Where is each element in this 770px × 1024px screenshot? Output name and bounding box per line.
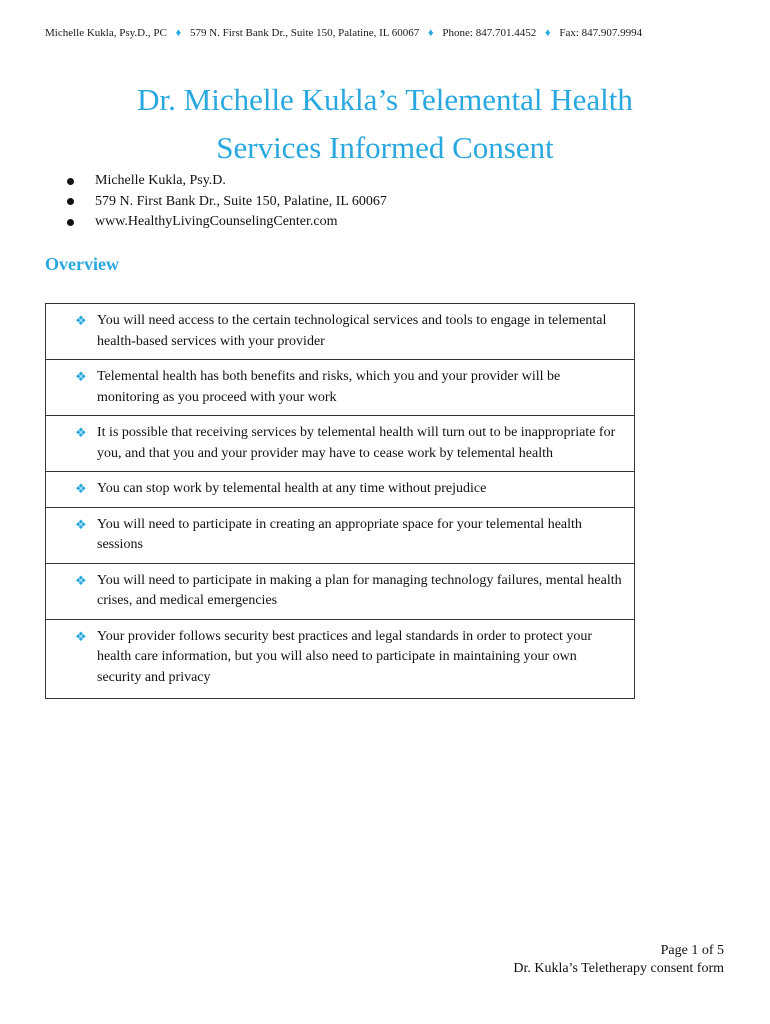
overview-item-text: You will need access to the certain technological services and tools to engage in telemental health-based services with your provider — [97, 313, 607, 349]
diamond-icon: ♦ — [175, 27, 182, 39]
page-header — [45, 27, 730, 39]
four-diamond-icon: ❖ — [75, 573, 87, 589]
table-cell — [46, 619, 635, 699]
header-phone: Phone: 847.701.4452 — [442, 27, 537, 39]
overview-item-text: It is possible that receiving services by telemental health will turn out to be inappropriate for you, and that you and your provider may have to cease work by telemental health — [97, 425, 616, 461]
contact-item — [62, 171, 387, 192]
four-diamond-icon: ❖ — [75, 517, 87, 533]
form-name: Dr. Kukla’s Teletherapy consent form — [513, 961, 724, 976]
overview-heading: Overview — [45, 254, 119, 274]
table-cell — [46, 563, 635, 619]
document-title — [0, 76, 770, 172]
title-line-1: Dr. Michelle Kukla’s Telemental Health — [137, 82, 633, 117]
contact-item — [62, 212, 387, 233]
contact-address: 579 N. First Bank Dr., Suite 150, Palatine, IL 60067 — [95, 193, 387, 209]
page-footer — [513, 942, 724, 978]
bullet-icon — [67, 198, 74, 205]
contact-item — [62, 192, 387, 213]
title-line-2: Services Informed Consent — [216, 130, 554, 165]
table-cell — [46, 360, 635, 416]
diamond-icon: ♦ — [544, 27, 551, 39]
table-row — [46, 304, 635, 360]
table-row — [46, 360, 635, 416]
four-diamond-icon: ❖ — [75, 370, 87, 385]
bullet-icon — [67, 178, 74, 185]
contact-website: www.HealthyLivingCounselingCenter.com — [95, 214, 338, 229]
header-address: 579 N. First Bank Dr., Suite 150, Palatine, IL 60067 — [189, 27, 420, 39]
table-row — [46, 507, 635, 563]
header-name: Michelle Kukla, Psy.D., PC — [45, 27, 167, 39]
table-row — [46, 619, 635, 699]
bullet-icon — [67, 219, 74, 226]
table-cell — [46, 507, 635, 563]
overview-item-text: You will need to participate in making a plan for managing technology failures, mental health crises, and medical emergencies — [97, 572, 622, 608]
overview-table — [45, 303, 635, 699]
four-diamond-icon: ❖ — [75, 629, 87, 645]
four-diamond-icon: ❖ — [75, 314, 87, 329]
diamond-icon: ♦ — [428, 27, 434, 39]
table-cell — [46, 472, 635, 508]
table-row — [46, 563, 635, 619]
overview-item-text: Your provider follows security best practices and legal standards in order to protect your health care information, but you will also need to participate in maintaining your own security and privacy — [97, 628, 593, 685]
contact-name: Michelle Kukla, Psy.D. — [95, 173, 226, 188]
table-cell — [46, 416, 635, 472]
contact-list — [62, 171, 387, 233]
table-row — [46, 472, 635, 508]
overview-item-text: You can stop work by telemental health at any time without prejudice — [97, 481, 487, 496]
four-diamond-icon: ❖ — [75, 482, 87, 497]
page-number: Page 1 of 5 — [660, 943, 724, 958]
four-diamond-icon: ❖ — [75, 426, 87, 441]
header-fax: Fax: 847.907.9994 — [559, 27, 643, 39]
table-cell — [46, 304, 635, 360]
overview-item-text: Telemental health has both benefits and risks, which you and your provider will be monitoring as you proceed with your work — [97, 369, 561, 405]
overview-item-text: You will need to participate in creating an appropriate space for your telemental health sessions — [97, 516, 582, 552]
table-row — [46, 416, 635, 472]
